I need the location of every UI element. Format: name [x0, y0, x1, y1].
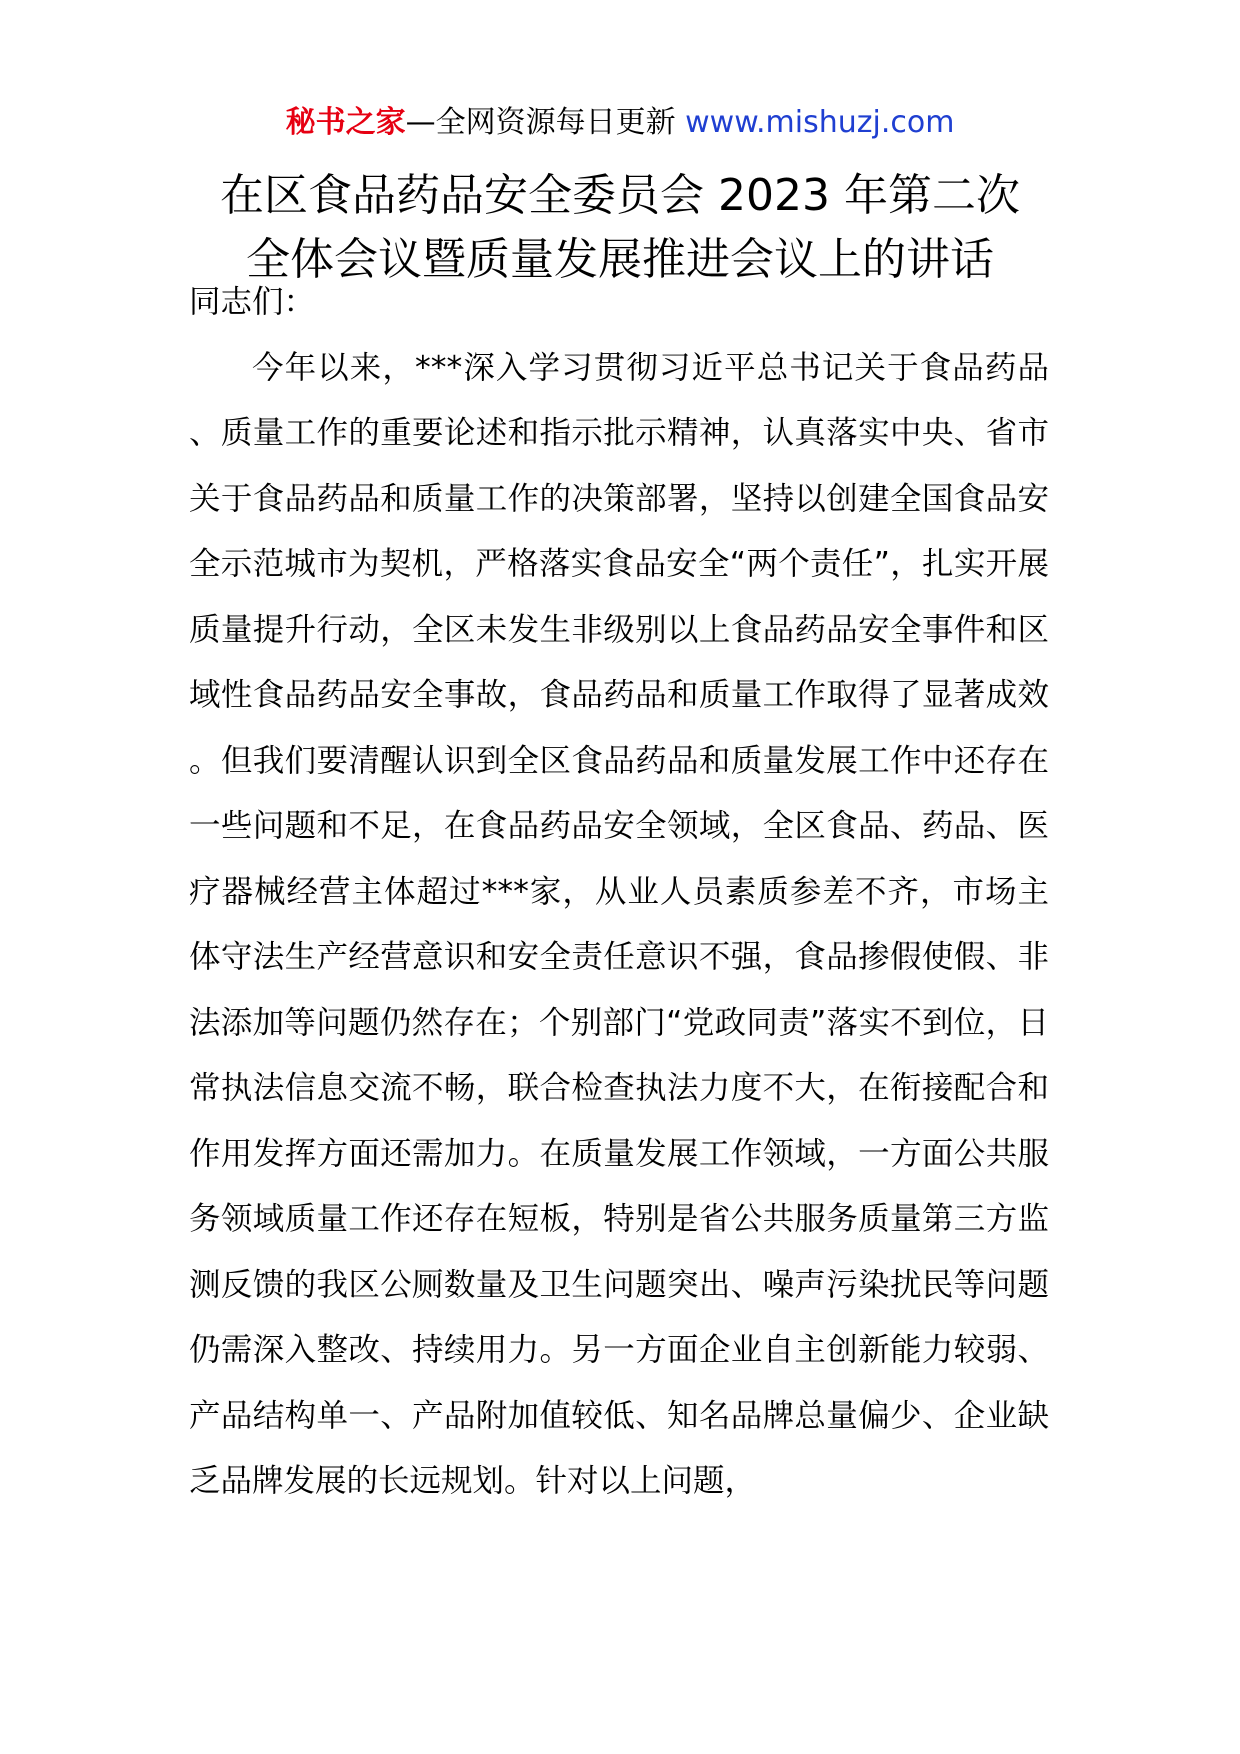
brand-name: 秘书之家: [285, 105, 406, 140]
document-body: [189, 270, 1049, 1515]
title-line-2: 全体会议暨质量发展推进会议上的讲话: [246, 234, 994, 285]
salutation: 同志们：: [189, 284, 316, 320]
header-tagline: —全网资源每日更新: [405, 105, 676, 140]
title-line-1: 在区食品药品安全委员会 2023 年第二次: [220, 170, 1020, 221]
body-paragraph: 今年以来，***深入学习贯彻习近平总书记关于食品药品、质量工作的重要论述和指示批示精神，认真落实中央、省市关于食品药品和质量工作的决策部署，坚持以创建全国食品安全示范城市为契机，严格落实食品安全“两个责任”，扎实开展质量提升行动，全区未发生非级别以上食品药品安全事件和区域性食品药品安全事故，食品药品和质量工作取得了显著成效。但我们要清醒认识到全区食品药品和质量发展工作中还存在一些问题和不足，在食品药品安全领域，全区食品、药品、医疗器械经营主体超过***家，从业人员素质参差不齐，市场主体守法生产经营意识和安全责任意识不强，食品掺假使假、非法添加等问题仍然存在；个别部门“党政同责”落实不到位，日常执法信息交流不畅，联合检查执法力度不大，在衔接配合和作用发挥方面还需加力。在质量发展工作领域，一方面公共服务领域质量工作还存在短板，特别是省公共服务质量第三方监测反馈的我区公厕数量及卫生问题突出、噪声污染扰民等问题仍需深入整改、持续用力。另一方面企业自主创新能力较弱、产品结构单一、产品附加值较低、知名品牌总量偏少、企业缺乏品牌发展的长远规划。针对以上问题，: [189, 349, 1049, 1499]
site-header: [0, 101, 1240, 145]
site-url-link[interactable]: www.mishuzj.com: [685, 105, 955, 140]
